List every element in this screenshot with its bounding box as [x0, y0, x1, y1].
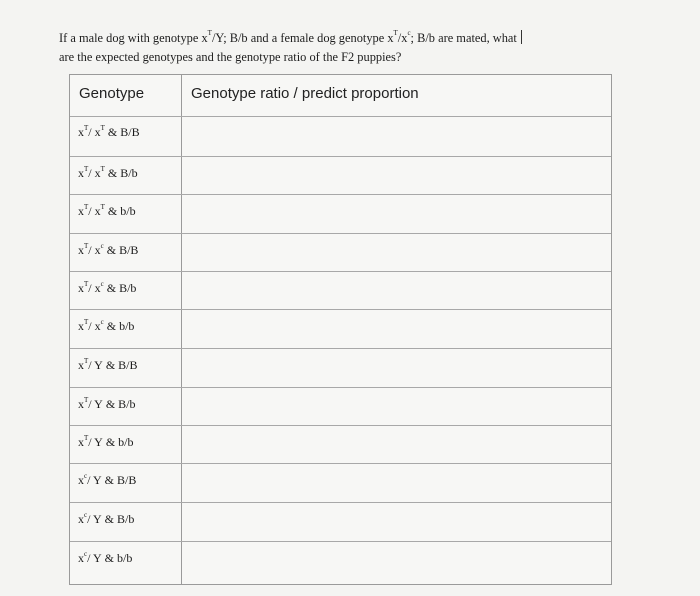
genotype-cell: $x^T/$ Y & B/B	[78, 357, 138, 372]
table-row	[70, 234, 611, 272]
genotype-cell: $x^T/$ Y & b/b	[78, 434, 134, 449]
ratio-answer-cell[interactable]	[182, 542, 611, 583]
genotype-cell: $x^T/$ $x^c$ & B/b	[78, 280, 137, 295]
genotype-cell: $x^c/$ Y & b/b	[78, 550, 133, 565]
genotype-cell: $x^T/$ $x^T$ & B/b	[78, 165, 138, 180]
table-header-row	[70, 75, 611, 117]
genotype-cell: $x^T/$ $x^T$ & B/B	[78, 124, 140, 139]
ratio-answer-cell[interactable]	[182, 503, 611, 541]
ratio-answer-cell[interactable]	[182, 349, 611, 387]
text-cursor	[521, 30, 522, 44]
ratio-answer-cell[interactable]	[182, 272, 611, 309]
ratio-answer-cell[interactable]	[182, 195, 611, 233]
ratio-answer-cell[interactable]	[182, 157, 611, 194]
ratio-answer-cell[interactable]	[182, 388, 611, 425]
table-row	[70, 503, 611, 542]
header-ratio: Genotype ratio / predict proportion	[191, 85, 419, 102]
ratio-answer-cell[interactable]	[182, 116, 611, 156]
ratio-answer-cell[interactable]	[182, 464, 611, 502]
genotype-cell: $x^T/$ $x^c$ & B/B	[78, 242, 139, 257]
ratio-answer-cell[interactable]	[182, 310, 611, 348]
table-row	[70, 157, 611, 195]
table-row	[70, 542, 611, 583]
table-row	[70, 349, 611, 388]
table-row	[70, 426, 611, 464]
question-text: If a male dog with genotype $x^T/Y$; B/b and a female dog genotype $x^T/x^c$; B/b are mated, what are the expected genotypes and the genotype ratio of the F2 puppies?	[59, 29, 669, 67]
genotype-cell: $x^T/$ $x^c$ & b/b	[78, 318, 135, 333]
table-row	[70, 116, 611, 157]
table-row	[70, 388, 611, 426]
table-row	[70, 464, 611, 503]
genotype-cell: $x^c/$ Y & B/B	[78, 472, 137, 487]
genotype-cell: $x^T/$ $x^T$ & b/b	[78, 203, 136, 218]
ratio-answer-cell[interactable]	[182, 234, 611, 271]
genotype-cell: $x^T/$ Y & B/b	[78, 396, 136, 411]
table-row	[70, 272, 611, 310]
genotype-table	[69, 74, 612, 585]
table-row	[70, 195, 611, 234]
ratio-answer-cell[interactable]	[182, 426, 611, 463]
genotype-cell: $x^c/$ Y & B/b	[78, 511, 135, 526]
header-genotype: Genotype	[79, 85, 145, 102]
table-row	[70, 310, 611, 349]
